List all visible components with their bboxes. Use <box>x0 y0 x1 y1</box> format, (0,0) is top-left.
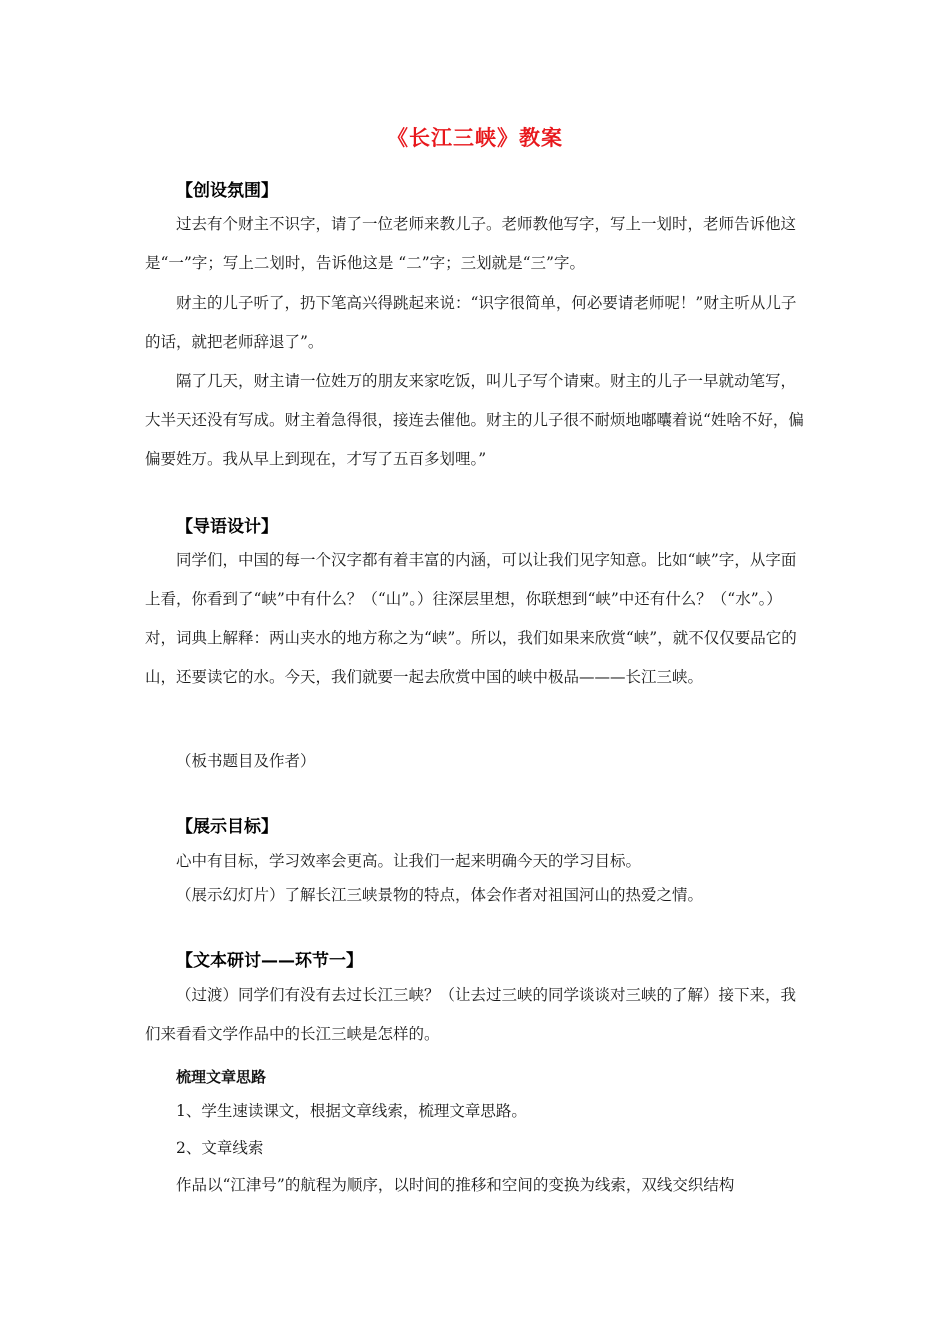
paragraph: 心中有目标，学习效率会更高。让我们一起来明确今天的学习目标。 <box>176 852 642 870</box>
section-heading-intro: 【导语设计】 <box>176 517 278 537</box>
note-text: （板书题目及作者） <box>176 752 316 770</box>
paragraph: 财主的儿子听了，扔下笔高兴得跳起来说：“识字很简单，何必要请老师呢！”财主听从儿子的话，就把老师辞退了”。 <box>145 294 797 351</box>
subheading-outline: 梳理文章思路 <box>176 1068 267 1086</box>
paragraph: 同学们，中国的每一个汉字都有着丰富的内涵，可以让我们见字知意。比如“峡”字，从字面上看，你看到了“峡”中有什么？（“山”。）往深层里想，你联想到“峡”中还有什么？（“水”。）对，词典上解释：两山夹水的地方称之为“峡”。所以，我们如果来欣赏“峡”，就不仅仅要品它的山，还要读它的水。今天，我们就要一起去欣赏中国的峡中极品———长江三峡。 <box>145 551 797 686</box>
section-heading-atmosphere: 【创设氛围】 <box>176 181 278 201</box>
paragraph: 过去有个财主不识字，请了一位老师来教儿子。老师教他写字，写上一划时，老师告诉他这是“一”字；写上二划时，告诉他这是 “二”字；三划就是“三”字。 <box>145 215 797 272</box>
paragraph: 隔了几天，财主请一位姓万的朋友来家吃饭，叫儿子写个请柬。财主的儿子一早就动笔写，大半天还没有写成。财主着急得很，接连去催他。财主的儿子很不耐烦地嘟囔着说“姓啥不好，偏偏要姓万。我从早上到现在，才写了五百多划哩。” <box>145 372 804 468</box>
list-item: 作品以“江津号”的航程为顺序，以时间的推移和空间的变换为线索，双线交织结构 <box>176 1176 735 1194</box>
list-item: 1、学生速读课文，根据文章线索，梳理文章思路。 <box>176 1102 527 1120</box>
section-heading-goals: 【展示目标】 <box>176 817 278 837</box>
section-heading-text-study: 【文本研讨——环节一】 <box>176 951 363 971</box>
document-title: 《长江三峡》教案 <box>387 126 563 150</box>
paragraph: （展示幻灯片）了解长江三峡景物的特点，体会作者对祖国河山的热爱之情。 <box>176 886 704 904</box>
list-item: 2、文章线索 <box>176 1139 264 1157</box>
paragraph: （过渡）同学们有没有去过长江三峡？（让去过三峡的同学谈谈对三峡的了解）接下来，我们来看看文学作品中的长江三峡是怎样的。 <box>145 986 797 1043</box>
